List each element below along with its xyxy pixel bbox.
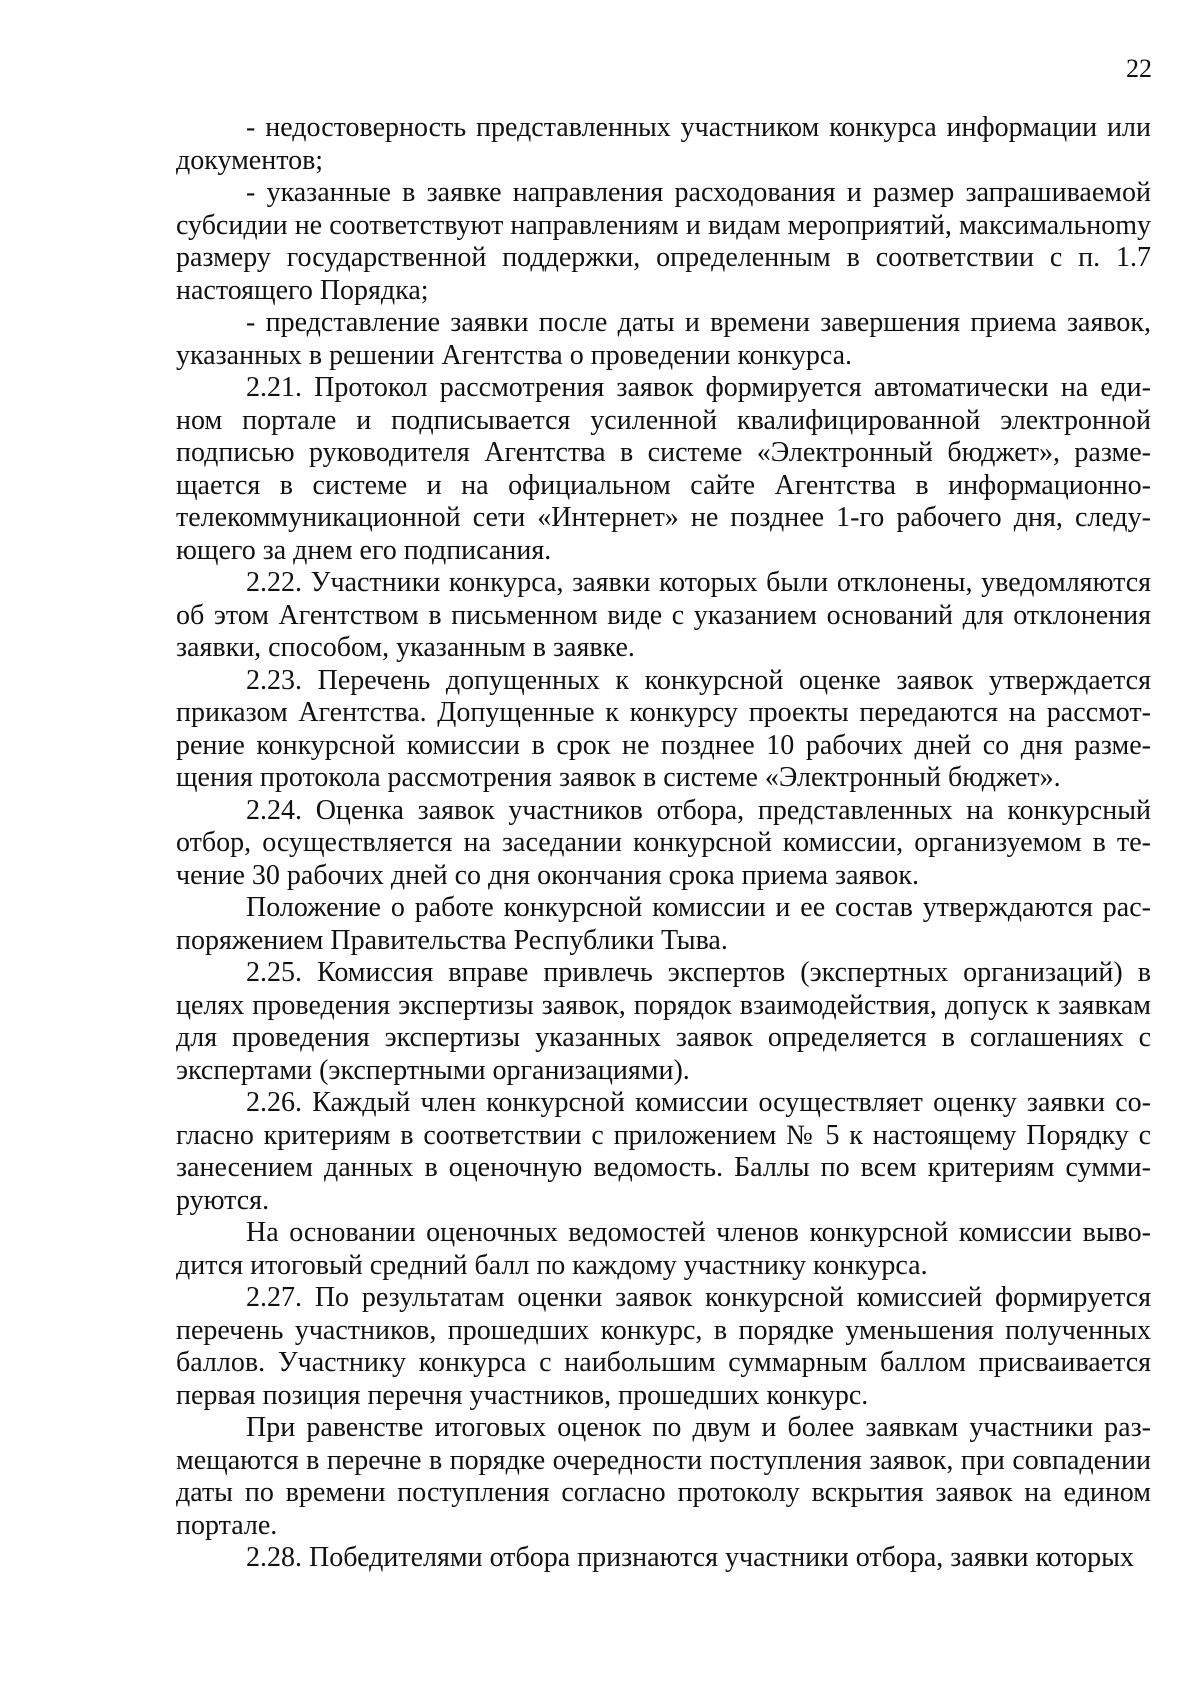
document-body — [176, 112, 1151, 1575]
paragraph-late-submission: - представление заявки после даты и времени завершения приема заявок, указанных в решении Агентства о проведении конкурса. — [176, 307, 1151, 371]
paragraph-commission-regulation: Положение о работе конкурсной комиссии и ее состав утверждаются распоряжением Правительства Республики Тыва. — [176, 892, 1151, 956]
paragraph-2-21: 2.21. Протокол рассмотрения заявок формируется автоматически на едином портале и подписывается усиленной квалифицированной электронной подписью руководителя Агентства в системе «Электронный бюджет», размещается в системе и на официальном сайте Агентства в информационно-телекоммуникационной сети «Интернет» не позднее 1-го рабочего дня, следующего за днем его подписания. — [176, 372, 1151, 566]
paragraph-2-26: 2.26. Каждый член конкурсной комиссии осуществляет оценку заявки согласно критериям в соответствии с приложением № 5 к настоящему Порядку с занесением данных в оценочную ведомость. Баллы по всем критериям суммируются. — [176, 1087, 1151, 1216]
paragraph-2-23: 2.23. Перечень допущенных к конкурсной оценке заявок утверждается приказом Агентства. Допущенные к конкурсу проекты передаются на рассмотрение конкурсной комиссии в срок не позднее 10 рабочих дней со дня размещения протокола рассмотрения заявок в системе «Электронный бюджет». — [176, 664, 1151, 793]
paragraph-average-score: На основании оценочных ведомостей членов конкурсной комиссии выводится итоговый средний балл по каждому участнику конкурса. — [176, 1217, 1151, 1281]
paragraph-2-25: 2.25. Комиссия вправе привлечь экспертов (экспертных организаций) в целях проведения экспертизы заявок, порядок взаимодействия, допуск к заявкам для проведения экспертизы указанных заявок определяется в соглашениях с экспертами (экспертными организациями). — [176, 957, 1151, 1086]
paragraph-2-22: 2.22. Участники конкурса, заявки которых были отклонены, уведомляются об этом Агентством в письменном виде с указанием оснований для отклонения заявки, способом, указанным в заявке. — [176, 567, 1151, 663]
paragraph-2-27: 2.27. По результатам оценки заявок конкурсной комиссией формируется перечень участников, прошедших конкурс, в порядке уменьшения полученных баллов. Участнику конкурса с наибольшим суммарным баллом присваивается первая позиция перечня участников, прошедших конкурс. — [176, 1282, 1151, 1411]
paragraph-unreliable-info: - недостоверность представленных участником конкурса информации или документов; — [176, 112, 1151, 176]
paragraph-2-24: 2.24. Оценка заявок участников отбора, представленных на конкурсный отбор, осуществляется на заседании конкурсной комиссии, организуемом в течение 30 рабочих дней со дня окончания срока приема заявок. — [176, 794, 1151, 891]
paragraph-2-28: 2.28. Победителями отбора признаются участники отбора, заявки которых — [246, 1542, 1134, 1573]
page-number: 22 — [1126, 54, 1152, 83]
paragraph-tie-rule: При равенстве итоговых оценок по двум и более заявкам участники размещаются в перечне в порядке очередности поступления заявок, при совпадении даты по времени поступления согласно протоколу вскрытия заявок на едином портале. — [176, 1412, 1151, 1541]
paragraph-spending-mismatch: - указанные в заявке направления расходования и размер запрашиваемой субсидии не соответствуют направлениям и видам мероприятий, максимальноmу размеру государственной поддержки, определенным в соответствии с п. 1.7 настоящего Порядка; — [176, 177, 1151, 306]
